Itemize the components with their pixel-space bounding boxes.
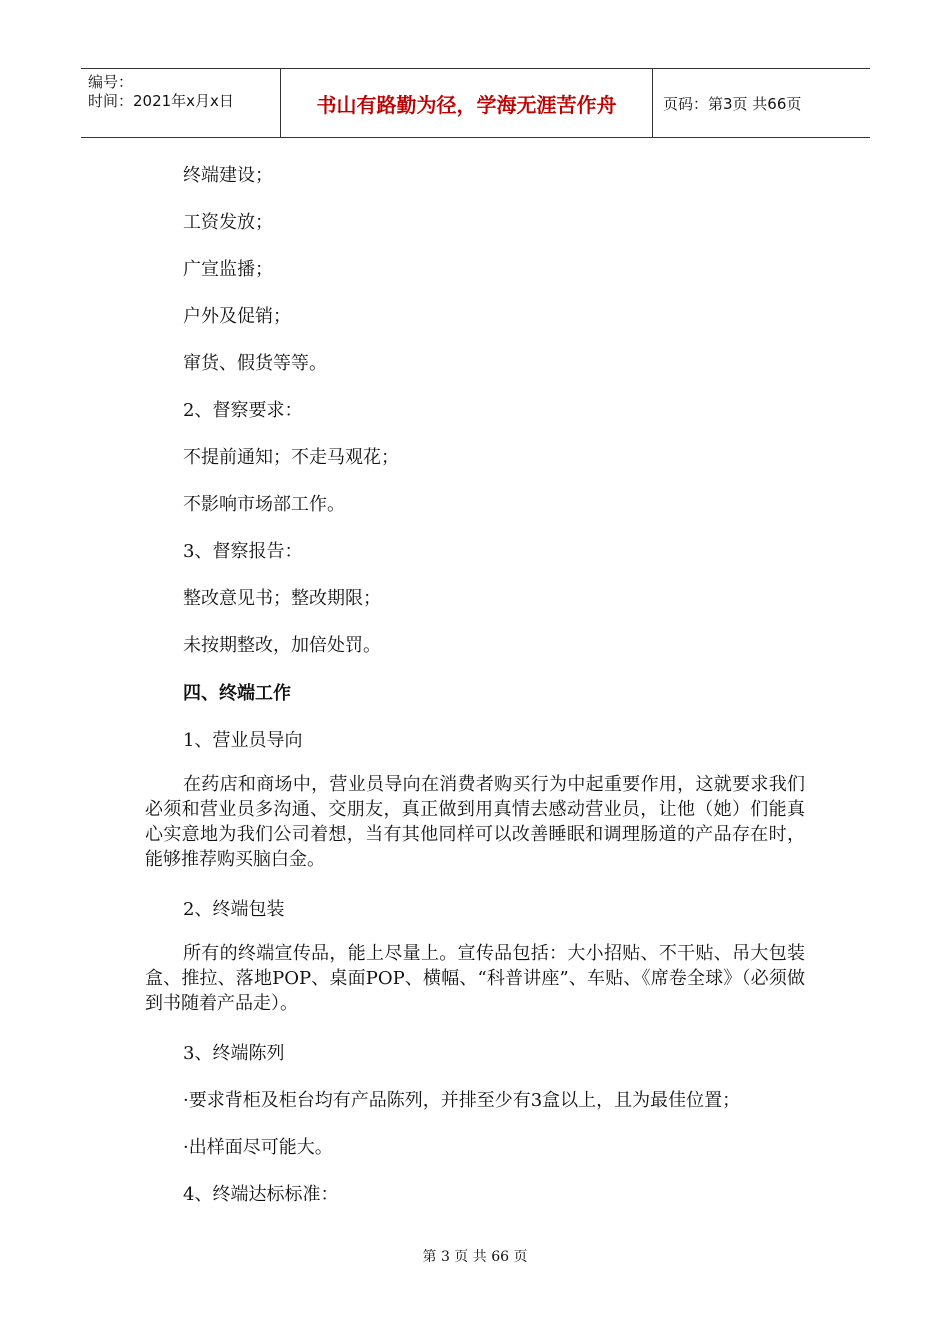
subsection-title: 4、终端达标标准： [183,1184,339,1205]
text-line: 不提前通知；不走马观花； [183,447,399,468]
header-meta [81,69,281,137]
subsection-title: 3、督察报告： [183,541,303,562]
paragraph: 所有的终端宣传品，能上尽量上。宣传品包括：大小招贴、不干贴、吊大包装盒、推拉、落地POP、桌面POP、横幅、“科普讲座”、车贴、《席卷全球》（必须做到书随着产品走）。 [145,943,805,1014]
text-line: 不影响市场部工作。 [183,494,345,515]
text-line: 终端建设； [183,165,273,186]
bullet-item: ·出样面尽可能大。 [183,1137,333,1158]
text-line: 整改意见书；整改期限； [183,588,381,609]
header-motto: 书山有路勤为径，学海无涯苦作舟 [281,69,653,137]
subsection-title: 2、终端包装 [183,899,285,920]
page-footer: 第 3 页 共 66 页 [422,1249,528,1265]
bullet-item: ·要求背柜及柜台均有产品陈列，并排至少有3盒以上，且为最佳位置； [183,1090,741,1111]
paragraph: 在药店和商场中，营业员导向在消费者购买行为中起重要作用，这就要求我们必须和营业员多沟通、交朋友，真正做到用真情去感动营业员，让他（她）们能真心实意地为我们公司着想，当有其他同样可以改善睡眠和调理肠道的产品存在时，能够推荐购买脑白金。 [145,774,805,870]
text-line: 工资发放； [183,212,273,233]
subsection-title: 1、营业员导向 [183,730,303,751]
header-page-info: 页码：第3页 共66页 [663,94,802,113]
page-header [81,68,870,138]
document-number-label: 编号： [88,73,134,91]
text-line: 户外及促销； [183,306,291,327]
text-line: 广宣监播； [183,259,273,280]
subsection-title: 2、督察要求： [183,400,303,421]
subsection-title: 3、终端陈列 [183,1043,285,1064]
text-line: 未按期整改，加倍处罚。 [183,635,381,656]
text-line: 窜货、假货等等。 [183,353,327,374]
section-heading: 四、终端工作 [183,683,291,704]
document-date: 时间：2021年x月x日 [88,92,234,110]
